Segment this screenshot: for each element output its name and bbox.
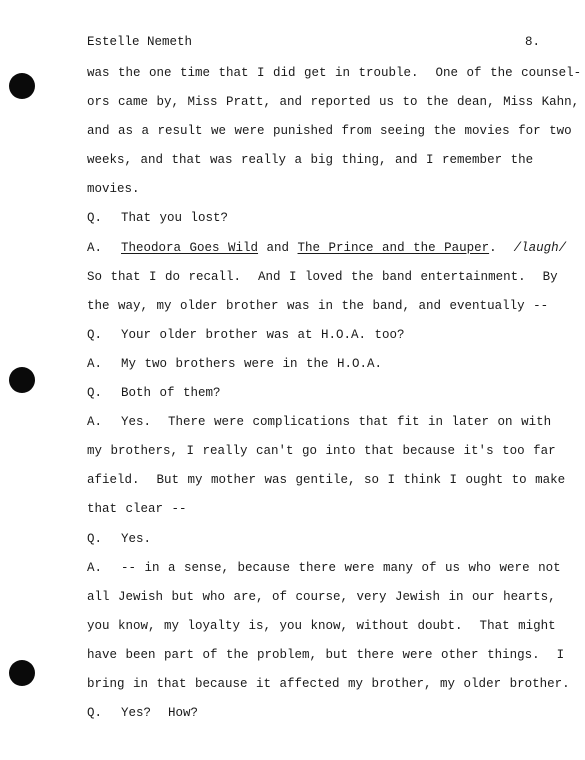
speaker-text: .: [489, 240, 497, 255]
text-line: afield. But my mother was gentile, so I think I ought to make: [87, 473, 566, 488]
speaker-label: A.: [87, 240, 103, 255]
page-number: 8.: [524, 35, 540, 49]
speaker-text: and: [258, 240, 298, 255]
text-line: have been part of the problem, but there were other things. I: [87, 647, 565, 662]
speaker-label: A.: [87, 415, 103, 430]
answer-line: [87, 239, 567, 268]
speaker-text: My two brothers were in the H.O.A.: [121, 356, 383, 371]
text-line: So that I do recall. And I loved the band entertainment. By: [87, 269, 558, 284]
text-line: ors came by, Miss Pratt, and reported us to the dean, Miss Kahn,: [87, 95, 580, 110]
text-line: movies.: [87, 182, 140, 197]
film-title: The Prince and the Pauper: [297, 240, 490, 255]
transcript-body: [87, 64, 582, 733]
question-line: [87, 530, 537, 559]
question-line: [87, 384, 537, 413]
speaker-text: That you lost?: [121, 211, 229, 226]
speaker-text: Your older brother was at H.O.A. too?: [121, 327, 405, 342]
text-line: that clear --: [87, 502, 187, 517]
text-line: you know, my loyalty is, you know, without doubt. That might: [87, 618, 556, 633]
speaker-label: Q.: [87, 211, 103, 226]
speaker-label: Q.: [87, 706, 103, 721]
speaker-text: Yes? How?: [121, 706, 199, 721]
answer-line: [87, 413, 552, 442]
text-line: was the one time that I did get in trouble. One of the counsel-: [87, 66, 582, 80]
speaker-text: Yes. There were complications that fit in later on with: [121, 415, 552, 430]
film-title: Theodora Goes Wild: [121, 240, 259, 255]
text-line: the way, my older brother was in the band, and eventually --: [87, 298, 549, 313]
speaker-text: Both of them?: [121, 386, 221, 401]
text-line: bring in that because it affected my brother, my older brother.: [87, 676, 570, 691]
speaker-label: Q.: [87, 327, 103, 342]
text-line: and as a result we were punished from seeing the movies for two: [87, 124, 572, 139]
speaker-label: Q.: [87, 531, 103, 546]
speaker-text: -- in a sense, because there were many of us who were not: [121, 560, 561, 575]
interviewee-name: Estelle Nemeth: [87, 35, 193, 49]
answer-line: [87, 559, 561, 588]
answer-line: [87, 355, 537, 384]
speaker-label: A.: [87, 560, 103, 575]
question-line: [87, 704, 537, 733]
question-line: [87, 326, 537, 355]
binder-hole: [9, 660, 35, 686]
laugh-annotation: /laugh/: [513, 240, 567, 255]
question-line: [87, 209, 537, 238]
speaker-text: Yes.: [121, 531, 152, 546]
text-line: weeks, and that was really a big thing, and I remember the: [87, 153, 534, 168]
binder-hole: [9, 73, 35, 99]
text-line: all Jewish but who are, of course, very Jewish in our hearts,: [87, 589, 556, 604]
text-line: my brothers, I really can't go into that because it's too far: [87, 444, 556, 459]
binder-hole: [9, 367, 35, 393]
speaker-label: A.: [87, 356, 103, 371]
speaker-label: Q.: [87, 386, 103, 401]
